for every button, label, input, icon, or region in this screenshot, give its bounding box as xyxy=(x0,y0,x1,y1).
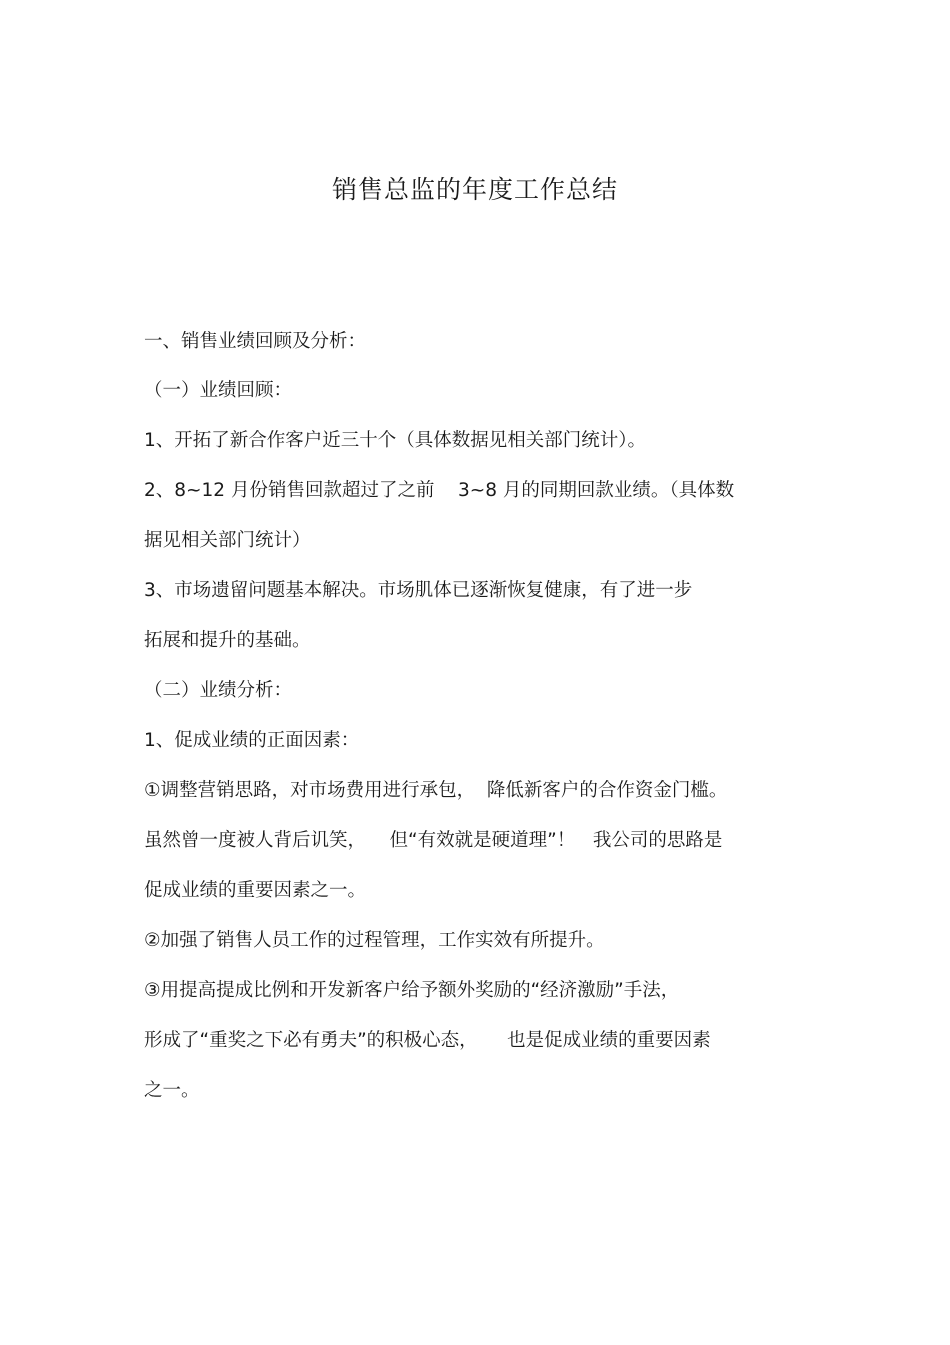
paragraph-line: 虽然曾一度被人背后讥笑， 但“有效就是硬道理”！ 我公司的思路是 xyxy=(144,830,723,851)
paragraph-line: 拓展和提升的基础。 xyxy=(144,630,311,651)
paragraph-line: 3、市场遗留问题基本解决。市场肌体已逐渐恢复健康，有了进一步 xyxy=(144,580,693,601)
paragraph-line: 据见相关部门统计） xyxy=(144,530,311,551)
paragraph-line: ③用提高提成比例和开发新客户给予额外奖励的“经济激励”手法， xyxy=(144,980,680,1001)
subsection-heading: （二）业绩分析： xyxy=(144,680,293,701)
paragraph-line: 之一。 xyxy=(144,1080,200,1101)
paragraph-line: ①调整营销思路，对市场费用进行承包， 降低新客户的合作资金门槛。 xyxy=(144,780,728,801)
subsection-heading: （一）业绩回顾： xyxy=(144,380,293,401)
document-title: 销售总监的年度工作总结 xyxy=(331,175,618,204)
paragraph-line: ②加强了销售人员工作的过程管理，工作实效有所提升。 xyxy=(144,930,605,951)
section-heading: 一、销售业绩回顾及分析： xyxy=(144,331,367,352)
paragraph-line: 1、促成业绩的正面因素： xyxy=(144,730,360,751)
paragraph-line: 1、开拓了新合作客户近三十个（具体数据见相关部门统计）。 xyxy=(144,430,647,451)
paragraph-line: 2、8~12 月份销售回款超过了之前 3~8 月的同期回款业绩。（具体数 xyxy=(144,480,735,501)
paragraph-line: 形成了“重奖之下必有勇夫”的积极心态， 也是促成业绩的重要因素 xyxy=(144,1030,711,1051)
paragraph-line: 促成业绩的重要因素之一。 xyxy=(144,880,367,901)
